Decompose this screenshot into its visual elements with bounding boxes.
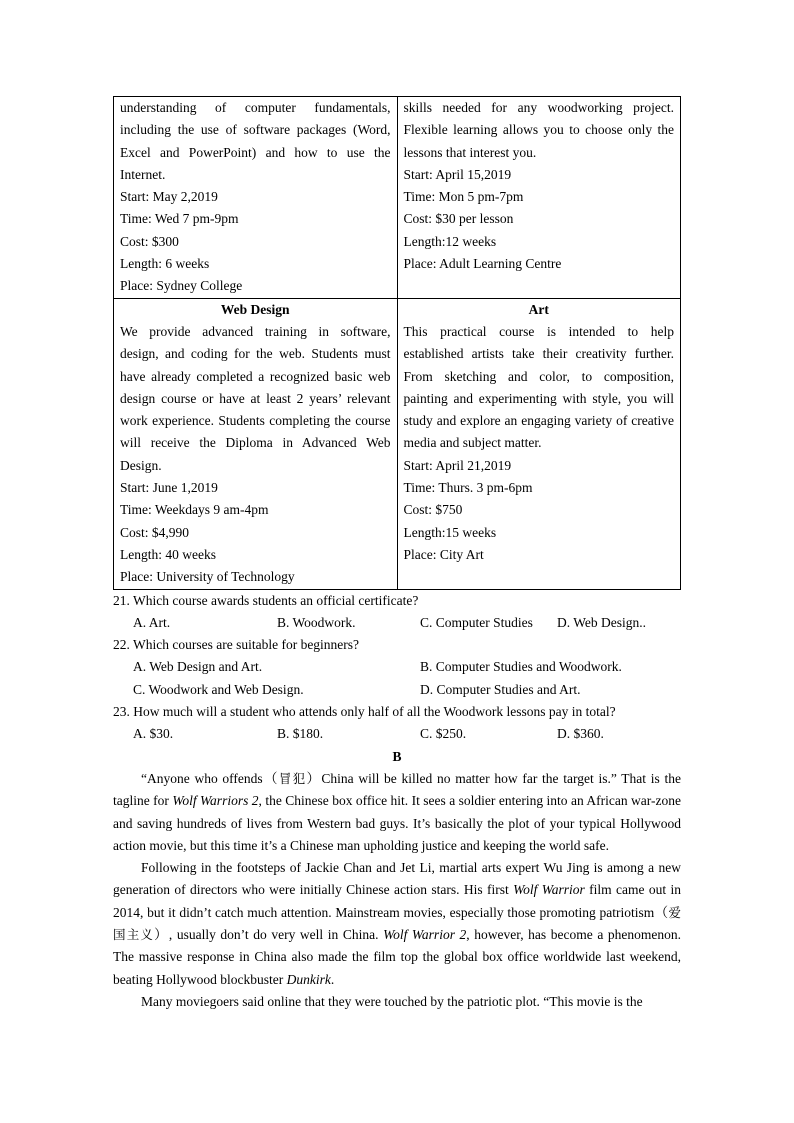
- course-cost: Cost: $300: [120, 233, 179, 249]
- option-c[interactable]: C. Computer Studies: [420, 614, 533, 630]
- text-run: “Anyone who offends（: [141, 770, 279, 786]
- text-run: ）China will be killed no matter how far the target is.” That is the tagline for: [113, 770, 681, 809]
- question-text: 21. Which course awards students an official certificate?: [113, 592, 419, 608]
- course-start: Start: April 21,2019: [403, 457, 512, 473]
- text-run: , the Chinese box office hit. It sees a soldier entering into an African war-zone and saving hundreds of lives from Western bad guys. It’s basically the plot of your typical Hollywood action movie, but this time it’s a Chinese man upholding justice and keeping the world safe.: [113, 793, 681, 853]
- course-title: Art: [528, 301, 549, 317]
- course-cost: Cost: $4,990: [120, 524, 190, 540]
- course-length: Length:15 weeks: [403, 524, 497, 540]
- course-description: skills needed for any woodworking project. Flexible learning allows you to choose only the lessons that interest you.: [403, 100, 674, 160]
- course-description: We provide advanced training in software, design, and coding for the web. Students must have already completed a recognized basic web design course or have at least 2 years’ relevant work experience. Students completing the course will receive the Diploma in Advanced Web Design.: [120, 323, 391, 473]
- question-21: [113, 590, 681, 635]
- course-length: Length:12 weeks: [403, 233, 497, 249]
- option-b[interactable]: B. $180.: [277, 726, 324, 742]
- course-cell-web-design: [114, 298, 398, 589]
- course-cell-art: [397, 298, 681, 589]
- section-heading: B: [392, 748, 402, 764]
- course-start: Start: May 2,2019: [120, 189, 218, 205]
- course-cell-computer-studies: [114, 97, 398, 299]
- option-c[interactable]: C. Woodwork and Web Design.: [133, 681, 304, 697]
- text-run: , however, has become a phenomenon. The massive response in China also made the film top the global box office worldwide last weekend, beating Hollywood blockbuster: [113, 926, 682, 987]
- text-run: ）, usually don’t do very well in China.: [154, 926, 384, 942]
- course-title: Web Design: [220, 301, 290, 317]
- course-cost: Cost: $30 per lesson: [403, 211, 514, 227]
- question-text: 22. Which courses are suitable for beginners?: [113, 637, 360, 653]
- course-description: understanding of computer fundamentals, including the use of software packages (Word, Excel and PowerPoint) and how to use the Internet.: [120, 100, 391, 182]
- option-b[interactable]: B. Computer Studies and Woodwork.: [420, 659, 622, 675]
- option-c[interactable]: C. $250.: [420, 726, 467, 742]
- movie-title: Wolf Warrior 2: [383, 926, 467, 942]
- course-table: [113, 96, 681, 590]
- course-cell-woodwork: [397, 97, 681, 299]
- passage-paragraph-3: Many moviegoers said online that they were touched by the patriotic plot. “This movie is the: [141, 993, 643, 1009]
- question-22: [113, 634, 681, 701]
- text-run: Following in the footsteps of Jackie Chan and Jet Li, martial arts expert Wu Jing is among a new generation of directors who were initially Chinese action stars. His first: [113, 860, 681, 898]
- option-d[interactable]: D. Web Design..: [557, 614, 647, 630]
- course-length: Length: 6 weeks: [120, 256, 210, 272]
- course-time: Time: Wed 7 pm-9pm: [120, 211, 239, 227]
- course-place: Place: University of Technology: [120, 569, 295, 585]
- option-d[interactable]: D. Computer Studies and Art.: [420, 681, 581, 697]
- chinese-gloss: 爱国主义: [113, 904, 681, 942]
- text-run: .: [330, 971, 335, 987]
- chinese-gloss: 冒犯: [278, 770, 307, 786]
- movie-title: Wolf Warrior: [513, 882, 585, 898]
- answer-options: [113, 723, 681, 745]
- table-row: [114, 97, 681, 299]
- course-time: Time: Mon 5 pm-7pm: [403, 189, 524, 205]
- option-a[interactable]: A. Art.: [133, 614, 171, 630]
- question-text: 23. How much will a student who attends only half of all the Woodwork lessons pay in total?: [113, 704, 616, 720]
- movie-title: Dunkirk: [286, 971, 331, 987]
- option-b[interactable]: B. Woodwork.: [277, 614, 356, 630]
- option-a[interactable]: A. $30.: [133, 726, 174, 742]
- course-time: Time: Weekdays 9 am-4pm: [120, 502, 269, 518]
- movie-title: Wolf Warriors 2: [172, 793, 259, 809]
- table-row: [114, 298, 681, 589]
- option-a[interactable]: A. Web Design and Art.: [133, 659, 263, 675]
- course-start: Start: June 1,2019: [120, 480, 218, 496]
- answer-options: [113, 656, 681, 701]
- course-length: Length: 40 weeks: [120, 546, 216, 562]
- option-d[interactable]: D. $360.: [557, 726, 604, 742]
- answer-options: [113, 612, 681, 634]
- course-place: Place: City Art: [403, 546, 484, 562]
- course-start: Start: April 15,2019: [403, 166, 512, 182]
- course-description: This practical course is intended to help established artists take their creativity further. From sketching and color, to composition, painting and experimenting with style, you will study and explore an engaging variety of creative media and subject matter.: [403, 323, 674, 451]
- text-run: film came out in 2014, but it didn’t catch much attention. Mainstream movies, especially those promoting patriotism（: [113, 882, 681, 920]
- course-place: Place: Sydney College: [120, 278, 243, 294]
- passage-paragraph-2: [113, 857, 681, 991]
- course-cost: Cost: $750: [403, 502, 463, 518]
- passage-paragraph-1: [113, 768, 681, 857]
- course-time: Time: Thurs. 3 pm-6pm: [403, 480, 533, 496]
- question-23: [113, 701, 681, 746]
- course-place: Place: Adult Learning Centre: [403, 256, 562, 272]
- document-page: [113, 96, 681, 1013]
